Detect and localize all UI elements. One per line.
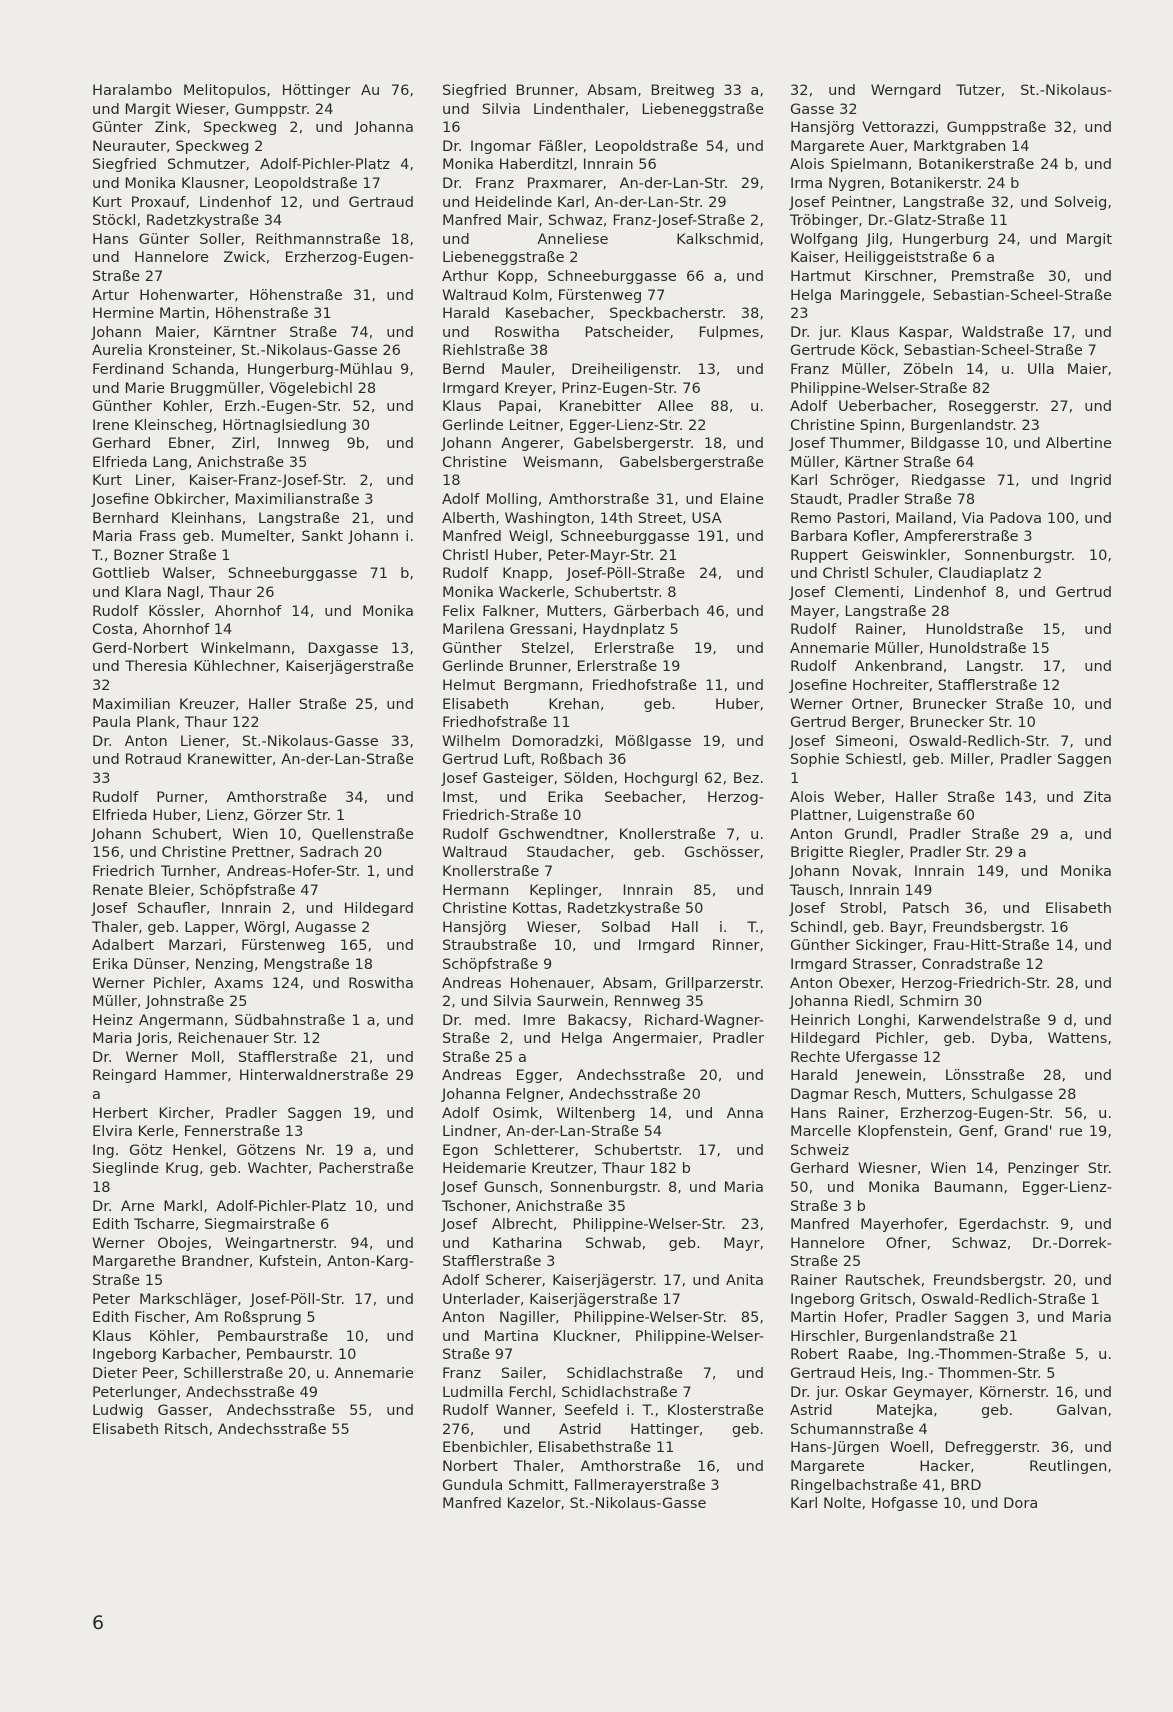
list-item: Herbert Kircher, Pradler Saggen 19, und Elvira Kerle, Fennerstraße 13 [92, 1104, 414, 1141]
list-item: Heinrich Longhi, Karwendelstraße 9 d, und Hildegard Pichler, geb. Dyba, Wattens, Rechte Ufergasse 12 [790, 1011, 1112, 1066]
list-item: Helmut Bergmann, Friedhofstraße 11, und Elisabeth Krehan, geb. Huber, Friedhofstraße 11 [442, 677, 764, 732]
list-item: Dr. Ingomar Fäßler, Leopoldstraße 54, und Monika Haberditzl, Innrain 56 [442, 137, 764, 174]
list-item: Hans-Jürgen Woell, Defreggerstr. 36, und Margarete Hacker, Reutlingen, Ringelbachstraße 41, BRD [790, 1439, 1112, 1494]
list-item: Franz Müller, Zöbeln 14, u. Ulla Maier, Philippine-Welser-Straße 82 [790, 360, 1112, 397]
list-item: Hartmut Kirschner, Premstraße 30, und Helga Maringgele, Sebastian-Scheel-Straße 23 [790, 267, 1112, 323]
list-item: Manfred Kazelor, St.-Nikolaus-Gasse [442, 1495, 707, 1513]
list-item: Josef Schaufler, Innrain 2, und Hildegard Thaler, geb. Lapper, Wörgl, Augasse 2 [92, 900, 414, 936]
list-item: Günter Zink, Speckweg 2, und Johanna Neurauter, Speckweg 2 [92, 119, 414, 155]
list-item: Günther Kohler, Erzh.-Eugen-Str. 52, und Irene Kleinscheg, Hörtnaglsiedlung 30 [92, 398, 414, 434]
list-item: Adolf Molling, Amthorstraße 31, und Elaine Alberth, Washington, 14th Street, USA [442, 491, 764, 527]
list-item: Gerd-Norbert Winkelmann, Daxgasse 13, und Theresia Kühlechner, Kaiserjägerstraße 32 [92, 639, 414, 694]
list-item: Dr. Anton Liener, St.-Nikolaus-Gasse 33, und Rotraud Kranewitter, An-der-Lan-Straße 33 [92, 732, 414, 787]
list-item: Werner Ortner, Brunecker Straße 10, und Gertrud Berger, Brunecker Str. 10 [790, 695, 1112, 732]
list-item: Josef Gunsch, Sonnenburgstr. 8, und Maria Tschoner, Anichstraße 35 [442, 1179, 764, 1215]
list-item: Rudolf Gschwendtner, Knollerstraße 7, u. Waltraud Staudacher, geb. Gschösser, Knollerstraße 7 [442, 825, 764, 880]
list-item: Josef Albrecht, Philippine-Welser-Str. 23, und Katharina Schwab, geb. Mayr, Stafflerstraße 3 [442, 1216, 764, 1271]
column-1 [92, 82, 414, 1439]
list-item: Klaus Köhler, Pembaurstraße 10, und Ingeborg Karbacher, Pembaurstr. 10 [92, 1327, 414, 1364]
list-item: Rudolf Purner, Amthorstraße 34, und Elfrieda Huber, Lienz, Görzer Str. 1 [92, 788, 414, 825]
list-item: Adalbert Marzari, Fürstenweg 165, und Erika Dünser, Nenzing, Mengstraße 18 [92, 937, 414, 973]
list-item: Josef Peintner, Langstraße 32, und Solveig, Tröbinger, Dr.-Glatz-Straße 11 [790, 193, 1112, 230]
list-item: Franz Sailer, Schidlachstraße 7, und Ludmilla Ferchl, Schidlachstraße 7 [442, 1364, 764, 1401]
list-item: Hansjörg Vettorazzi, Gumppstraße 32, und Margarete Auer, Marktgraben 14 [790, 119, 1112, 155]
list-item: Adolf Scherer, Kaiserjägerstr. 17, und Anita Unterlader, Kaiserjägerstraße 17 [442, 1272, 764, 1308]
list-item: Haralambo Melitopulos, Höttinger Au 76, und Margit Wieser, Gumppstr. 24 [92, 82, 414, 118]
list-item: Remo Pastori, Mailand, Via Padova 100, und Barbara Kofler, Ampfererstraße 3 [790, 509, 1112, 546]
list-item: Peter Markschläger, Josef-Pöll-Str. 17, und Edith Fischer, Am Roßsprung 5 [92, 1290, 414, 1327]
list-item: Dr. Arne Markl, Adolf-Pichler-Platz 10, und Edith Tscharre, Siegmairstraße 6 [92, 1197, 414, 1234]
list-item: Andreas Hohenauer, Absam, Grillparzerstr. 2, und Silvia Saurwein, Rennweg 35 [442, 974, 764, 1011]
list-item: Josef Clementi, Lindenhof 8, und Gertrud Mayer, Langstraße 28 [790, 584, 1112, 620]
page-number: 6 [92, 1612, 105, 1634]
list-item: Adolf Ueberbacher, Roseggerstr. 27, und Christine Spinn, Burgenlandstr. 23 [790, 398, 1112, 434]
list-item: Josef Gasteiger, Sölden, Hochgurgl 62, Bez. Imst, und Erika Seebacher, Herzog-Friedrich-Straße 10 [442, 769, 764, 825]
list-item: Manfred Weigl, Schneeburggasse 191, und Christl Huber, Peter-Mayr-Str. 21 [442, 528, 764, 564]
list-item: Artur Hohenwarter, Höhenstraße 31, und Hermine Martin, Höhenstraße 31 [92, 286, 414, 323]
list-item: Gottlieb Walser, Schneeburggasse 71 b, und Klara Nagl, Thaur 26 [92, 565, 414, 602]
list-item: Dr. jur. Klaus Kaspar, Waldstraße 17, und Gertrude Köck, Sebastian-Scheel-Straße 7 [790, 323, 1112, 360]
list-item: Siegfried Schmutzer, Adolf-Pichler-Platz 4, und Monika Klausner, Leopoldstraße 17 [92, 156, 414, 192]
list-item: Hermann Keplinger, Innrain 85, und Christine Kottas, Radetzkystraße 50 [442, 881, 764, 918]
list-item: Manfred Mayerhofer, Egerdachstr. 9, und Hannelore Ofner, Schwaz, Dr.-Dorrek-Straße 25 [790, 1216, 1112, 1271]
list-item: Johann Angerer, Gabelsbergerstr. 18, und Christine Weismann, Gabelsbergerstraße 18 [442, 435, 764, 490]
list-item: Dr. med. Imre Bakacsy, Richard-Wagner-Straße 2, und Helga Angermaier, Pradler Straße 25 a [442, 1011, 764, 1066]
column-2 [442, 82, 764, 1514]
list-item: Adolf Osimk, Wiltenberg 14, und Anna Lindner, An-der-Lan-Straße 54 [442, 1104, 764, 1141]
list-item: 32, und Werngard Tutzer, St.-Nikolaus-Gasse 32 [790, 82, 1112, 118]
list-item: Werner Obojes, Weingartnerstr. 94, und Margarethe Brandner, Kufstein, Anton-Karg-Straße 15 [92, 1234, 414, 1289]
list-item: Alois Spielmann, Botanikerstraße 24 b, und Irma Nygren, Botanikerstr. 24 b [790, 156, 1112, 192]
list-item: Siegfried Brunner, Absam, Breitweg 33 a, und Silvia Lindenthaler, Liebeneggstraße 16 [442, 82, 764, 137]
list-item: Josef Simeoni, Oswald-Redlich-Str. 7, und Sophie Schiestl, geb. Miller, Pradler Saggen 1 [790, 732, 1112, 787]
list-item: Harald Kasebacher, Speckbacherstr. 38, und Roswitha Patscheider, Fulpmes, Riehlstraße 38 [442, 305, 764, 360]
list-item: Günther Stelzel, Erlerstraße 19, und Gerlinde Brunner, Erlerstraße 19 [442, 639, 764, 676]
list-item: Gerhard Ebner, Zirl, Innweg 9b, und Elfrieda Lang, Anichstraße 35 [92, 435, 414, 471]
list-item: Dr. jur. Oskar Geymayer, Körnerstr. 16, und Astrid Matejka, geb. Galvan, Schumannstraße 4 [790, 1383, 1112, 1438]
list-item: Andreas Egger, Andechsstraße 20, und Johanna Felgner, Andechsstraße 20 [442, 1067, 764, 1104]
list-item: Rainer Rautschek, Freundsbergstr. 20, und Ingeborg Gritsch, Oswald-Redlich-Straße 1 [790, 1272, 1112, 1308]
list-item: Ruppert Geiswinkler, Sonnenburgstr. 10, und Christl Schuler, Claudiaplatz 2 [790, 546, 1112, 583]
list-item: Heinz Angermann, Südbahnstraße 1 a, und Maria Joris, Reichenauer Str. 12 [92, 1011, 414, 1048]
list-item: Friedrich Turnher, Andreas-Hofer-Str. 1, und Renate Bleier, Schöpfstraße 47 [92, 862, 414, 899]
list-item: Ferdinand Schanda, Hungerburg-Mühlau 9, und Marie Bruggmüller, Vögelebichl 28 [92, 360, 414, 397]
list-item: Hans Günter Soller, Reithmannstraße 18, und Hannelore Zwick, Erzherzog-Eugen-Straße 27 [92, 230, 414, 285]
list-item: Dr. Franz Praxmarer, An-der-Lan-Str. 29, und Heidelinde Karl, An-der-Lan-Str. 29 [442, 174, 764, 211]
list-item: Rudolf Wanner, Seefeld i. T., Klosterstraße 276, und Astrid Hattinger, geb. Ebenbichler, Elisabethstraße 11 [442, 1402, 764, 1457]
list-item: Dr. Werner Moll, Stafflerstraße 21, und Reingard Hammer, Hinterwaldnerstraße 29 a [92, 1048, 414, 1104]
list-item: Rudolf Rainer, Hunoldstraße 15, und Annemarie Müller, Hunoldstraße 15 [790, 621, 1112, 657]
list-item: Alois Weber, Haller Straße 143, und Zita Plattner, Luigenstraße 60 [790, 788, 1112, 825]
column-3 [790, 82, 1112, 1514]
list-item: Karl Schröger, Riedgasse 71, und Ingrid Staudt, Pradler Straße 78 [790, 472, 1112, 509]
list-item: Wolfgang Jilg, Hungerburg 24, und Margit Kaiser, Heiliggeiststraße 6 a [790, 230, 1112, 267]
list-item: Arthur Kopp, Schneeburggasse 66 a, und Waltraud Kolm, Fürstenweg 77 [442, 267, 764, 304]
list-item: Günther Sickinger, Frau-Hitt-Straße 14, und Irmgard Strasser, Conradstraße 12 [790, 937, 1112, 973]
list-item: Hans Rainer, Erzherzog-Eugen-Str. 56, u. Marcelle Klopfenstein, Genf, Grand' rue 19, Schweiz [790, 1104, 1112, 1159]
list-item: Johann Maier, Kärntner Straße 74, und Aurelia Kronsteiner, St.-Nikolaus-Gasse 26 [92, 323, 414, 360]
list-item: Johann Novak, Innrain 149, und Monika Tausch, Innrain 149 [790, 862, 1112, 899]
list-item: Johann Schubert, Wien 10, Quellenstraße 156, und Christine Prettner, Sadrach 20 [92, 825, 414, 862]
list-item: Anton Grundl, Pradler Straße 29 a, und Brigitte Riegler, Pradler Str. 29 a [790, 825, 1112, 862]
list-item: Kurt Liner, Kaiser-Franz-Josef-Str. 2, und Josefine Obkircher, Maximilianstraße 3 [92, 472, 414, 509]
list-item: Harald Jenewein, Lönsstraße 28, und Dagmar Resch, Mutters, Schulgasse 28 [790, 1067, 1112, 1104]
list-item: Anton Nagiller, Philippine-Welser-Str. 85, und Martina Kluckner, Philippine-Welser-Straße 97 [442, 1309, 764, 1364]
list-item: Felix Falkner, Mutters, Gärberbach 46, und Marilena Gressani, Haydnplatz 5 [442, 602, 764, 639]
list-item: Hansjörg Wieser, Solbad Hall i. T., Straubstraße 10, und Irmgard Rinner, Schöpfstraße 9 [442, 918, 764, 973]
list-item: Wilhelm Domoradzki, Mößlgasse 19, und Gertrud Luft, Roßbach 36 [442, 732, 764, 769]
list-item: Anton Obexer, Herzog-Friedrich-Str. 28, und Johanna Riedl, Schmirn 30 [790, 974, 1112, 1011]
list-item: Bernhard Kleinhans, Langstraße 21, und Maria Frass geb. Mumelter, Sankt Johann i. T., Bozner Straße 1 [92, 509, 414, 564]
list-item: Gerhard Wiesner, Wien 14, Penzinger Str. 50, und Monika Baumann, Egger-Lienz-Straße 3 b [790, 1160, 1112, 1215]
list-item: Werner Pichler, Axams 124, und Roswitha Müller, Johnstraße 25 [92, 974, 414, 1011]
list-item: Robert Raabe, Ing.-Thommen-Straße 5, u. Gertraud Heis, Ing.- Thommen-Str. 5 [790, 1346, 1112, 1382]
list-item: Klaus Papai, Kranebitter Allee 88, u. Gerlinde Leitner, Egger-Lienz-Str. 22 [442, 398, 764, 434]
list-item: Ing. Götz Henkel, Götzens Nr. 19 a, und Sieglinde Krug, geb. Wachter, Pacherstraße 18 [92, 1141, 414, 1197]
list-item: Karl Nolte, Hofgasse 10, und Dora [790, 1495, 1039, 1513]
list-item: Rudolf Knapp, Josef-Pöll-Straße 24, und Monika Wackerle, Schubertstr. 8 [442, 565, 764, 602]
list-item: Maximilian Kreuzer, Haller Straße 25, und Paula Plank, Thaur 122 [92, 695, 414, 732]
list-item: Manfred Mair, Schwaz, Franz-Josef-Straße 2, und Anneliese Kalkschmid, Liebeneggstraße 2 [442, 212, 764, 267]
list-item: Ludwig Gasser, Andechsstraße 55, und Elisabeth Ritsch, Andechsstraße 55 [92, 1402, 414, 1438]
list-item: Egon Schletterer, Schubertstr. 17, und Heidemarie Kreutzer, Thaur 182 b [442, 1141, 764, 1178]
list-item: Norbert Thaler, Amthorstraße 16, und Gundula Schmitt, Fallmerayerstraße 3 [442, 1457, 764, 1494]
list-item: Martin Hofer, Pradler Saggen 3, und Maria Hirschler, Burgenlandstraße 21 [790, 1309, 1112, 1345]
list-item: Rudolf Kössler, Ahornhof 14, und Monika Costa, Ahornhof 14 [92, 602, 414, 639]
list-item: Dieter Peer, Schillerstraße 20, u. Annemarie Peterlunger, Andechsstraße 49 [92, 1364, 414, 1401]
list-item: Josef Strobl, Patsch 36, und Elisabeth Schindl, geb. Bayr, Freundsbergstr. 16 [790, 900, 1112, 936]
list-item: Josef Thummer, Bildgasse 10, und Albertine Müller, Kärtner Straße 64 [790, 435, 1112, 471]
list-item: Bernd Mauler, Dreiheiligenstr. 13, und Irmgard Kreyer, Prinz-Eugen-Str. 76 [442, 360, 764, 397]
list-item: Rudolf Ankenbrand, Langstr. 17, und Josefine Hochreiter, Stafflerstraße 12 [790, 658, 1112, 694]
list-item: Kurt Proxauf, Lindenhof 12, und Gertraud Stöckl, Radetzkystraße 34 [92, 193, 414, 230]
